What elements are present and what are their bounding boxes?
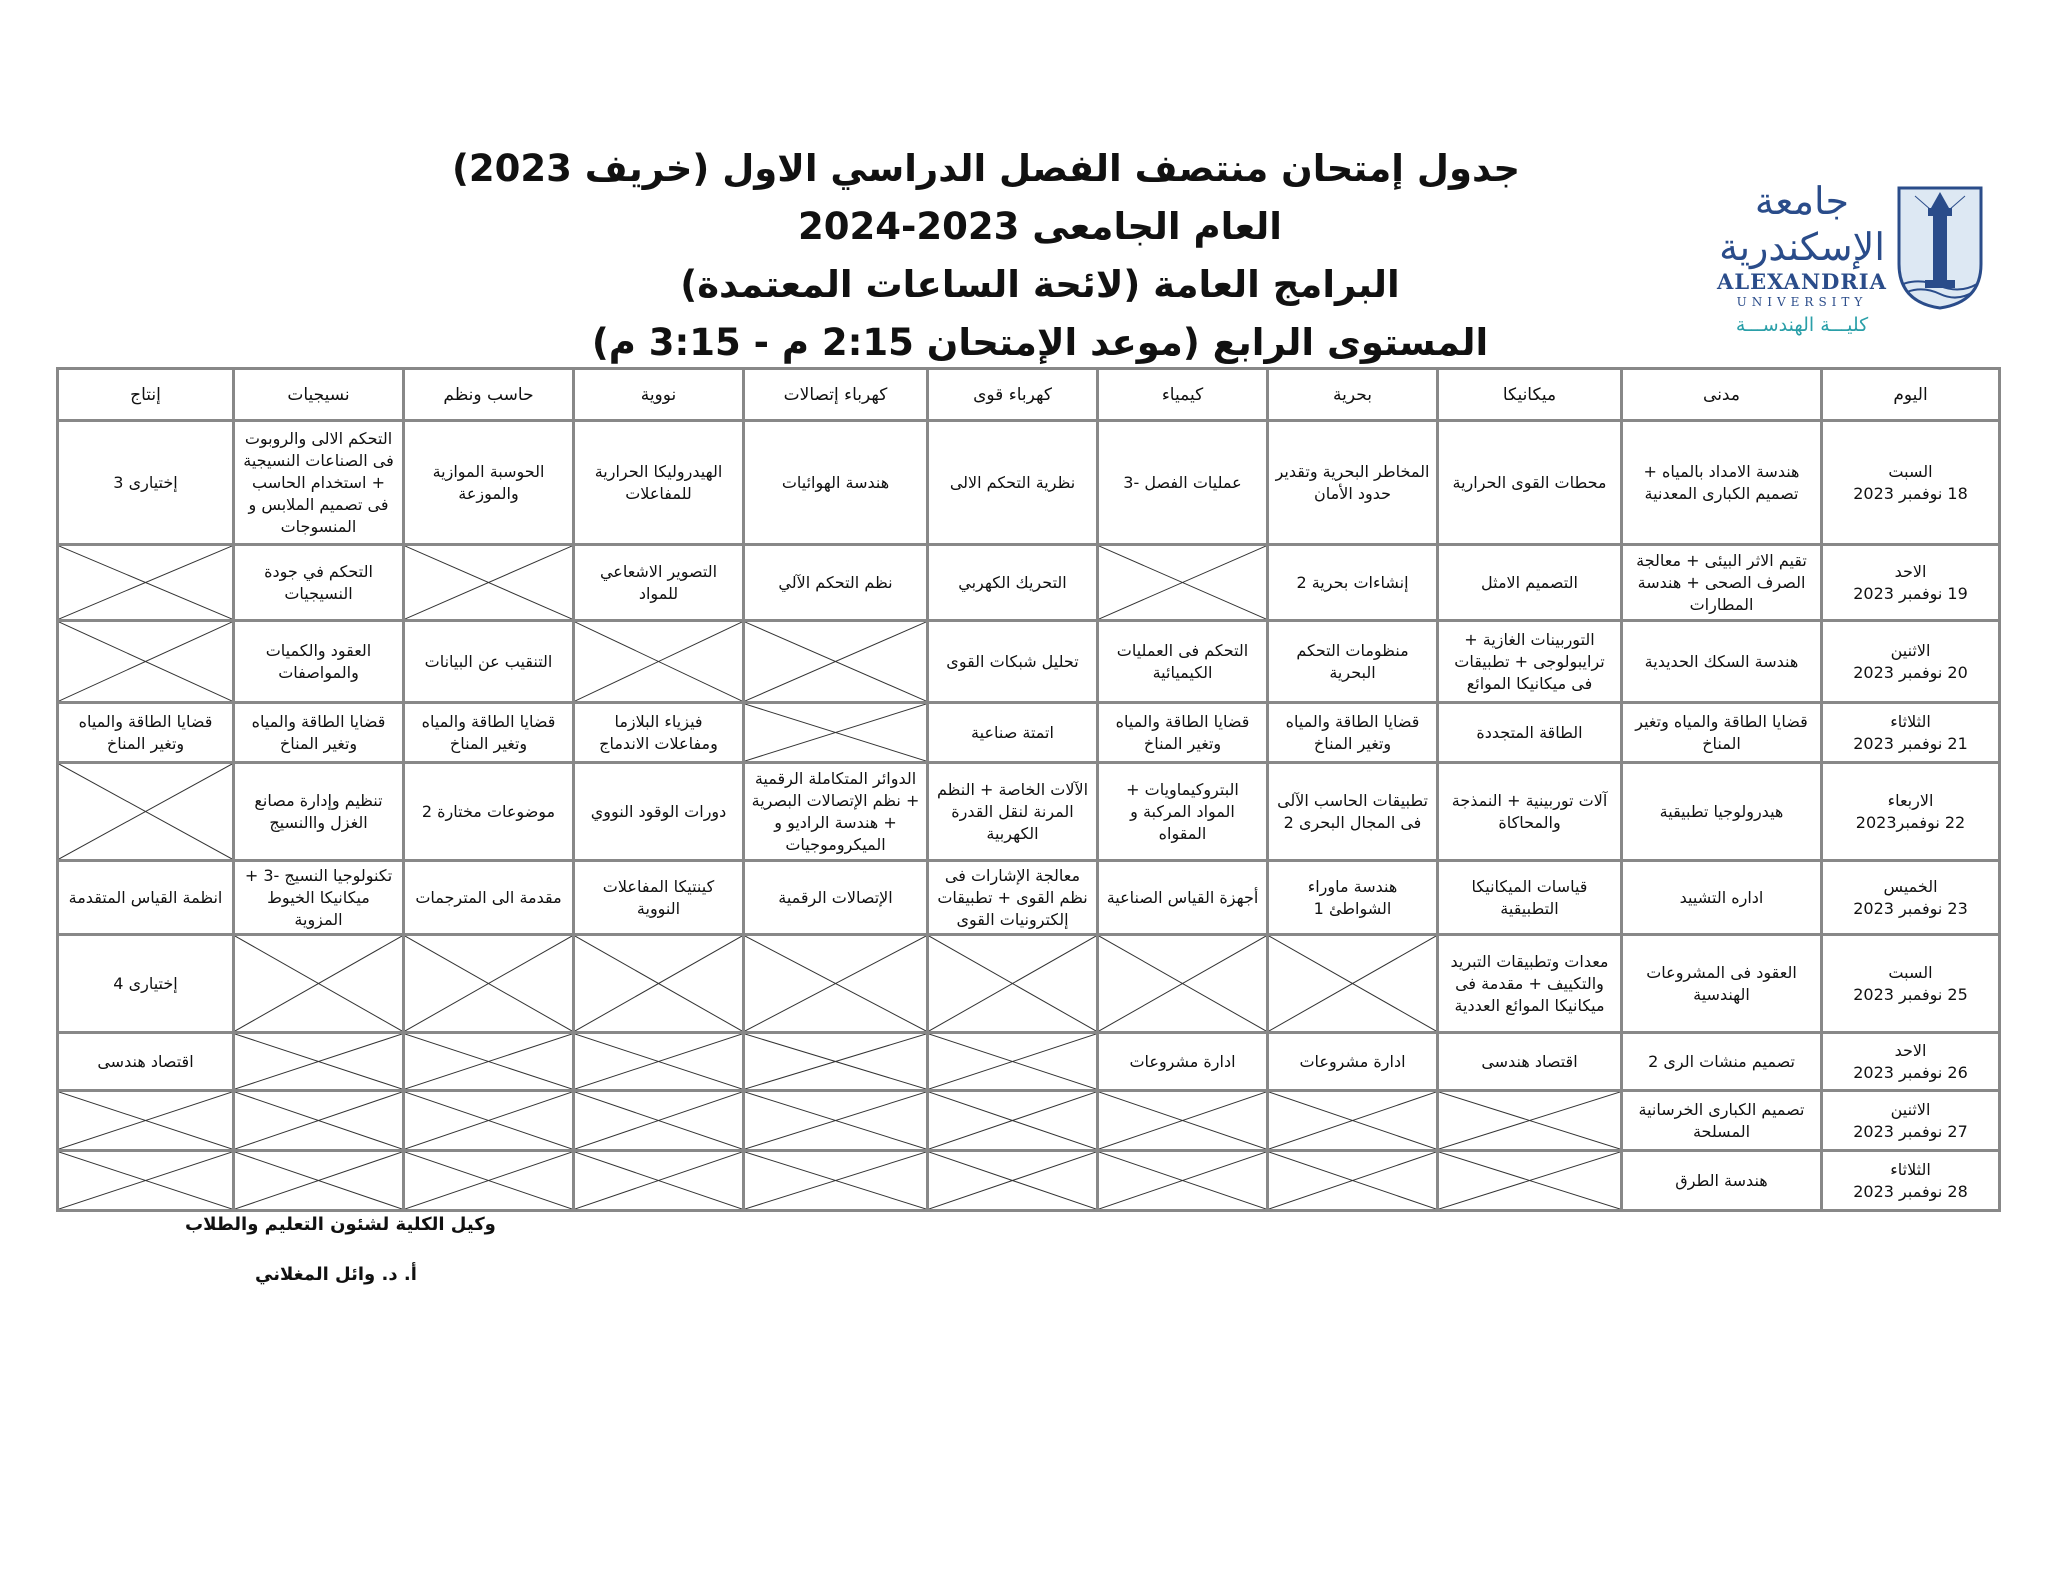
exam-cell: التنقيب عن البيانات xyxy=(404,621,574,703)
empty-crossed-cell xyxy=(744,1091,928,1151)
exam-cell: التحكم الالى والروبوت فى الصناعات النسيجية + استخدام الحاسب فى تصميم الملابس و المنسوجات xyxy=(234,421,404,545)
table-row xyxy=(58,1033,2000,1091)
day-name: الاربعاء xyxy=(1887,790,1934,810)
exam-cell: تصميم الكبارى الخرسانية المسلحة xyxy=(1622,1091,1822,1151)
exam-cell: التحكم فى العمليات الكيميائية xyxy=(1098,621,1268,703)
day-cell xyxy=(1822,621,2000,703)
exam-cell: اقتصاد هندسى xyxy=(1438,1033,1622,1091)
empty-crossed-cell xyxy=(58,545,234,621)
col-header: نسيجيات xyxy=(234,369,404,421)
empty-crossed-cell xyxy=(1438,1091,1622,1151)
col-header: نووية xyxy=(574,369,744,421)
exam-cell: ادارة مشروعات xyxy=(1098,1033,1268,1091)
empty-crossed-cell xyxy=(58,763,234,861)
exam-cell: الآلات الخاصة + النظم المرنة لنقل القدرة الكهربية xyxy=(928,763,1098,861)
exam-cell: إختيارى 3 xyxy=(58,421,234,545)
table-row xyxy=(58,763,2000,861)
exam-cell: إنشاءات بحرية 2 xyxy=(1268,545,1438,621)
exam-cell: محطات القوى الحرارية xyxy=(1438,421,1622,545)
title-line-4: المستوى الرابع (موعد الإمتحان 2:15 م - 3:15 م) xyxy=(591,321,1489,364)
exam-cell: مقدمة الى المترجمات xyxy=(404,861,574,935)
day-name: الاثنين xyxy=(1890,1099,1931,1119)
empty-crossed-cell xyxy=(1098,935,1268,1033)
empty-crossed-cell xyxy=(1268,1091,1438,1151)
exam-cell: اداره التشييد xyxy=(1622,861,1822,935)
exam-cell: التوربينات الغازية + ترايبولوجى + تطبيقات فى ميكانيكا الموائع xyxy=(1438,621,1622,703)
exam-cell: العقود والكميات والمواصفات xyxy=(234,621,404,703)
empty-crossed-cell xyxy=(928,1033,1098,1091)
day-date: 26 نوفمبر 2023 xyxy=(1853,1062,1968,1082)
table-row xyxy=(58,421,2000,545)
empty-crossed-cell xyxy=(744,1033,928,1091)
lighthouse-emblem-icon xyxy=(1895,184,1985,310)
title-block xyxy=(451,140,1520,372)
empty-crossed-cell xyxy=(928,1091,1098,1151)
exam-cell: إختيارى 4 xyxy=(58,935,234,1033)
title-line-3: البرامج العامة (لائحة الساعات المعتمدة) xyxy=(680,263,1400,306)
col-header: بحرية xyxy=(1268,369,1438,421)
day-date: 19 نوفمبر 2023 xyxy=(1853,583,1968,603)
empty-crossed-cell xyxy=(928,1151,1098,1211)
col-header: إنتاج xyxy=(58,369,234,421)
exam-cell: الطاقة المتجددة xyxy=(1438,703,1622,763)
exam-cell: قضايا الطاقة والمياه وتغير المناخ xyxy=(58,703,234,763)
day-cell xyxy=(1822,545,2000,621)
day-cell xyxy=(1822,421,2000,545)
exam-cell: هندسة السكك الحديدية xyxy=(1622,621,1822,703)
empty-crossed-cell xyxy=(1268,1151,1438,1211)
empty-crossed-cell xyxy=(404,1033,574,1091)
col-header: اليوم xyxy=(1822,369,2000,421)
day-cell xyxy=(1822,763,2000,861)
exam-cell: هيدرولوجيا تطبيقية xyxy=(1622,763,1822,861)
exam-cell: اقتصاد هندسى xyxy=(58,1033,234,1091)
day-name: السبت xyxy=(1888,461,1933,481)
exam-cell: تطبيقات الحاسب الآلى فى المجال البحرى 2 xyxy=(1268,763,1438,861)
col-header: مدنى xyxy=(1622,369,1822,421)
day-cell xyxy=(1822,935,2000,1033)
empty-crossed-cell xyxy=(1098,1091,1268,1151)
col-header: كهرباء إتصالات xyxy=(744,369,928,421)
day-cell xyxy=(1822,703,2000,763)
exam-cell: هندسة الطرق xyxy=(1622,1151,1822,1211)
day-name: الثلاثاء xyxy=(1890,1159,1931,1179)
exam-cell: التصميم الامثل xyxy=(1438,545,1622,621)
empty-crossed-cell xyxy=(1268,935,1438,1033)
empty-crossed-cell xyxy=(404,1151,574,1211)
logo-english-sub: UNIVERSITY xyxy=(1736,295,1868,309)
table-row xyxy=(58,703,2000,763)
exam-cell: كينتيكا المفاعلات النووية xyxy=(574,861,744,935)
empty-crossed-cell xyxy=(744,621,928,703)
exam-cell: قضايا الطاقة والمياه وتغير المناخ xyxy=(404,703,574,763)
exam-cell: قضايا الطاقة والمياه وتغير المناخ xyxy=(234,703,404,763)
exam-cell: التصوير الاشعاعي للمواد xyxy=(574,545,744,621)
day-date: 22 نوفمبر2023 xyxy=(1855,812,1966,832)
exam-cell: نظرية التحكم الالى xyxy=(928,421,1098,545)
day-date: 18 نوفمبر 2023 xyxy=(1853,483,1968,503)
exam-cell: العقود فى المشروعات الهندسية xyxy=(1622,935,1822,1033)
col-header: ميكانيكا xyxy=(1438,369,1622,421)
empty-crossed-cell xyxy=(574,1091,744,1151)
day-name: الثلاثاء xyxy=(1890,711,1931,731)
signatory-name: أ. د. وائل المغلاني xyxy=(255,1264,417,1285)
exam-cell: فيزياء البلازما ومفاعلات الاندماج xyxy=(574,703,744,763)
exam-cell: تحليل شبكات القوى xyxy=(928,621,1098,703)
day-cell xyxy=(1822,861,2000,935)
day-name: الاحد xyxy=(1894,1040,1927,1060)
empty-crossed-cell xyxy=(574,1151,744,1211)
exam-cell: البتروكيماويات + المواد المركبة و المقواه xyxy=(1098,763,1268,861)
day-date: 25 نوفمبر 2023 xyxy=(1853,984,1968,1004)
table-row xyxy=(58,1151,2000,1211)
empty-crossed-cell xyxy=(574,621,744,703)
day-date: 27 نوفمبر 2023 xyxy=(1853,1121,1968,1141)
empty-crossed-cell xyxy=(744,703,928,763)
exam-cell: انظمة القياس المتقدمة xyxy=(58,861,234,935)
signatory-title: وكيل الكلية لشئون التعليم والطلاب xyxy=(185,1214,496,1235)
exam-cell: الإتصالات الرقمية xyxy=(744,861,928,935)
exam-cell: قضايا الطاقة والمياه وتغير المناخ xyxy=(1098,703,1268,763)
exam-cell: تنظيم وإدارة مصانع الغزل واالنسيج xyxy=(234,763,404,861)
empty-crossed-cell xyxy=(928,935,1098,1033)
day-name: الخميس xyxy=(1883,876,1938,896)
logo-english-name: ALEXANDRIA xyxy=(1717,269,1887,294)
col-header: حاسب ونظم xyxy=(404,369,574,421)
day-name: السبت xyxy=(1888,962,1933,982)
day-date: 28 نوفمبر 2023 xyxy=(1853,1181,1968,1201)
logo-arabic-name: جامعة الإسكندرية xyxy=(1719,179,1885,269)
exam-cell: تقيم الاثر البيئى + معالجة الصرف الصحى + هندسة المطارات xyxy=(1622,545,1822,621)
day-cell xyxy=(1822,1151,2000,1211)
title-line-1: جدول إمتحان منتصف الفصل الدراسي الاول (خريف 2023) xyxy=(451,147,1520,190)
table-row xyxy=(58,621,2000,703)
table-row xyxy=(58,1091,2000,1151)
exam-cell: دورات الوقود النووي xyxy=(574,763,744,861)
exam-cell: هندسة الامداد بالمياه + تصميم الكبارى المعدنية xyxy=(1622,421,1822,545)
empty-crossed-cell xyxy=(744,935,928,1033)
empty-crossed-cell xyxy=(744,1151,928,1211)
exam-cell: التحريك الكهربي xyxy=(928,545,1098,621)
exam-cell: الحوسبة الموازية والموزعة xyxy=(404,421,574,545)
exam-cell: موضوعات مختارة 2 xyxy=(404,763,574,861)
exam-cell: آلات توربينية + النمذجة والمحاكاة xyxy=(1438,763,1622,861)
exam-cell: منظومات التحكم البحرية xyxy=(1268,621,1438,703)
col-header: كيمياء xyxy=(1098,369,1268,421)
exam-cell: المخاطر البحرية وتقدير حدود الأمان xyxy=(1268,421,1438,545)
exam-cell: قضايا الطاقة والمياه وتغير المناخ xyxy=(1268,703,1438,763)
empty-crossed-cell xyxy=(234,935,404,1033)
col-header: كهرباء قوى xyxy=(928,369,1098,421)
empty-crossed-cell xyxy=(234,1091,404,1151)
empty-crossed-cell xyxy=(234,1033,404,1091)
exam-cell: هندسة الهوائيات xyxy=(744,421,928,545)
exam-cell: اتمتة صناعية xyxy=(928,703,1098,763)
university-logo xyxy=(1715,178,1985,336)
empty-crossed-cell xyxy=(574,935,744,1033)
exam-cell: قياسات الميكانيكا التطبيقية xyxy=(1438,861,1622,935)
empty-crossed-cell xyxy=(1438,1151,1622,1211)
day-date: 23 نوفمبر 2023 xyxy=(1853,898,1968,918)
day-cell xyxy=(1822,1091,2000,1151)
day-name: الاحد xyxy=(1894,561,1927,581)
exam-cell: نظم التحكم الآلي xyxy=(744,545,928,621)
day-cell xyxy=(1822,1033,2000,1091)
empty-crossed-cell xyxy=(404,935,574,1033)
table-row xyxy=(58,861,2000,935)
empty-crossed-cell xyxy=(1098,545,1268,621)
exam-cell: عمليات الفصل -3 xyxy=(1098,421,1268,545)
exam-cell: التحكم في جودة النسيجيات xyxy=(234,545,404,621)
exam-cell: أجهزة القياس الصناعية xyxy=(1098,861,1268,935)
exam-cell: قضايا الطاقة والمياه وتغير المناخ xyxy=(1622,703,1822,763)
day-date: 21 نوفمبر 2023 xyxy=(1853,733,1968,753)
empty-crossed-cell xyxy=(1098,1151,1268,1211)
day-name: الاثنين xyxy=(1890,640,1931,660)
exam-cell: الدوائر المتكاملة الرقمية + نظم الإتصالات البصرية + هندسة الراديو و الميكروموجيات xyxy=(744,763,928,861)
exam-cell: معالجة الإشارات فى نظم القوى + تطبيقات إلكترونيات القوى xyxy=(928,861,1098,935)
table-row xyxy=(58,935,2000,1033)
empty-crossed-cell xyxy=(58,621,234,703)
exam-cell: هندسة ماوراء الشواطئ 1 xyxy=(1268,861,1438,935)
empty-crossed-cell xyxy=(404,1091,574,1151)
exam-cell: تكنولوجيا النسيج -3 + ميكانيكا الخيوط المزوية xyxy=(234,861,404,935)
exam-cell: ادارة مشروعات xyxy=(1268,1033,1438,1091)
exam-cell: معدات وتطبيقات التبريد والتكييف + مقدمة فى ميكانيكا الموائع العددية xyxy=(1438,935,1622,1033)
empty-crossed-cell xyxy=(574,1033,744,1091)
exam-cell: تصميم منشات الرى 2 xyxy=(1622,1033,1822,1091)
header-row xyxy=(58,369,2000,421)
logo-faculty: كليـــة الهندســـة xyxy=(1735,314,1869,336)
empty-crossed-cell xyxy=(234,1151,404,1211)
table-row xyxy=(58,545,2000,621)
title-line-2: العام الجامعى 2023-2024 xyxy=(798,205,1282,248)
day-date: 20 نوفمبر 2023 xyxy=(1853,662,1968,682)
exam-schedule-table xyxy=(56,367,2001,1212)
empty-crossed-cell xyxy=(58,1091,234,1151)
exam-cell: الهيدروليكا الحرارية للمفاعلات xyxy=(574,421,744,545)
empty-crossed-cell xyxy=(58,1151,234,1211)
empty-crossed-cell xyxy=(404,545,574,621)
